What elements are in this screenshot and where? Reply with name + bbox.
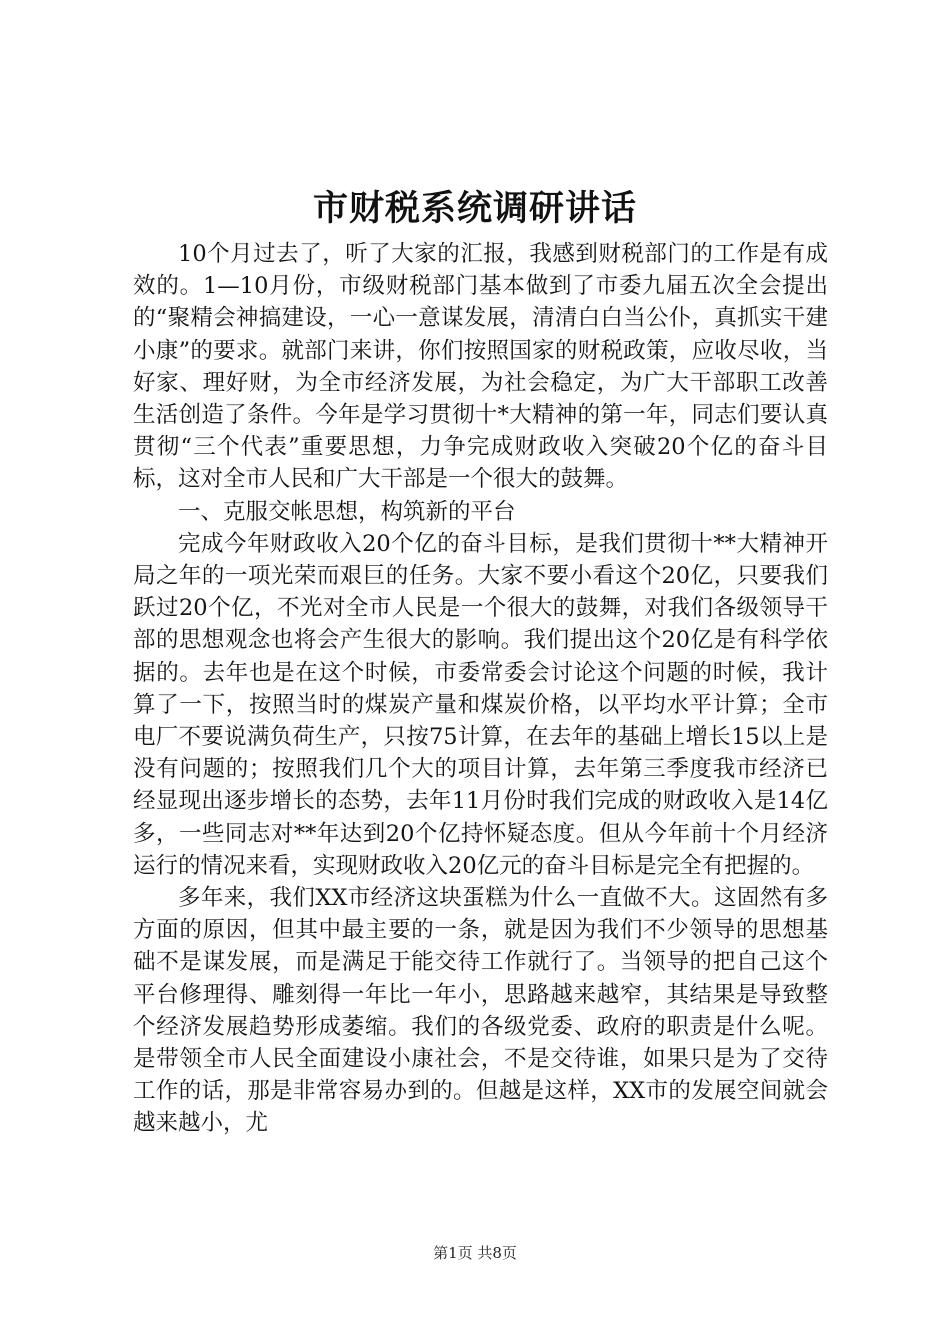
paragraph: 多年来，我们XX市经济这块蛋糕为什么一直做不大。这固然有多方面的原因，但其中最主要的一条，就是因为我们不少领导的思想基础不是谋发展，而是满足于能交待工作就行了。当领导的把自己这个平台修理得、雕刻得一年比一年小，思路越来越窄，其结果是导致整个经济发展趋势形成萎缩。我们的各级党委、政府的职责是什么呢。是带领全市人民全面建设小康社会，不是交待谁，如果只是为了交待工作的话，那是非常容易办到的。但越是这样，XX市的发展空间就会越来越小，尤 bbox=[133, 885, 828, 1137]
page-number: 第1页 共8页 bbox=[433, 1244, 517, 1262]
document-title: 市财税系统调研讲话 bbox=[312, 188, 637, 229]
section-heading: 一、克服交帐思想，构筑新的平台 bbox=[178, 498, 516, 525]
paragraph: 10个月过去了，听了大家的汇报，我感到财税部门的工作是有成效的。1—10月份，市级财税部门基本做到了市委九届五次全会提出的“聚精会神搞建设，一心一意谋发展，清清白白当公仆，真抓实干建小康”的要求。就部门来讲，你们按照国家的财税政策，应收尽收，当好家、理好财，为全市经济发展，为社会稳定，为广大干部职工改善生活创造了条件。今年是学习贯彻十*大精神的第一年，同志们要认真贯彻“三个代表”重要思想，力争完成财政收入突破20个亿的奋斗目标，这对全市人民和广大干部是一个很大的鼓舞。 bbox=[133, 241, 828, 493]
document-body bbox=[133, 238, 828, 1140]
paragraph: 完成今年财政收入20个亿的奋斗目标，是我们贯彻十**大精神开局之年的一项光荣而艰巨的任务。大家不要小看这个20亿，只要我们跃过20个亿，不光对全市人民是一个很大的鼓舞，对我们各级领导干部的思想观念也将会产生很大的影响。我们提出这个20亿是有科学依据的。去年也是在这个时候，市委常委会讨论这个问题的时候，我计算了一下，按照当时的煤炭产量和煤炭价格，以平均水平计算；全市电厂不要说满负荷生产，只按75计算，在去年的基础上增长15以上是没有问题的；按照我们几个大的项目计算，去年第三季度我市经济已经显现出逐步增长的态势，去年11月份时我们完成的财政收入是14亿多，一些同志对**年达到20个亿持怀疑态度。但从今年前十个月经济运行的情况来看，实现财政收入20亿元的奋斗目标是完全有把握的。 bbox=[133, 530, 828, 879]
